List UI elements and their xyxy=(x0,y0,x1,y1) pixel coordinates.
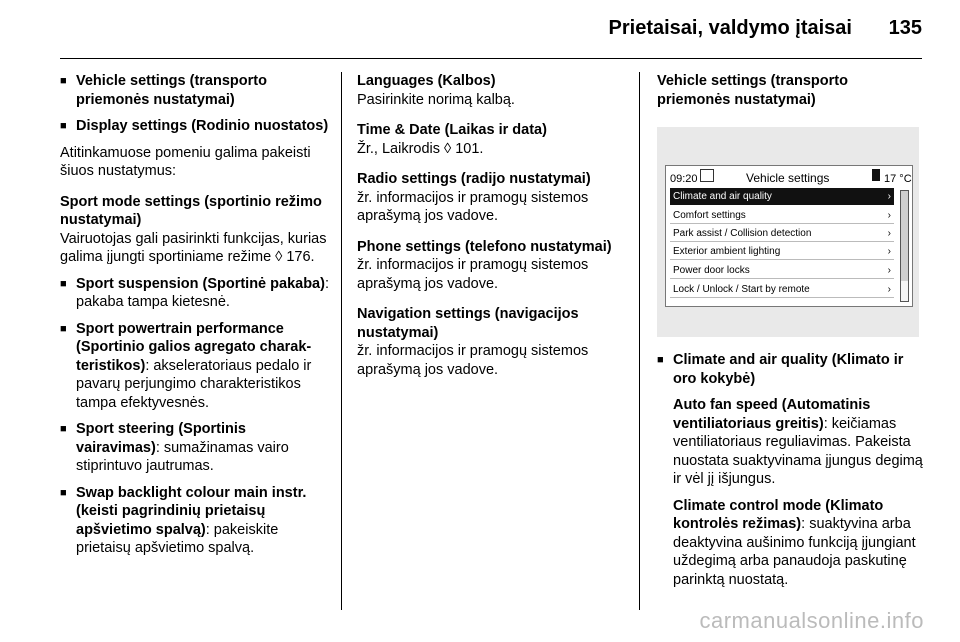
vehicle-settings-screen xyxy=(665,165,913,307)
column-right xyxy=(657,72,925,597)
chevron-right-icon: › xyxy=(887,265,891,276)
sub-paragraph: Auto fan speed (Automatinis ventiliatoriaus greitis): keičiamas ventiliatoriaus reguliavimas. Pakeista nuostata suaktyvinama įjungus degimą ir vėl jį išjungus. xyxy=(673,397,923,487)
section-heading: Navigation settings (navigacijos nustatymai) xyxy=(357,306,579,341)
chevron-right-icon: › xyxy=(887,191,891,202)
sport-heading: Sport mode settings (sportinio režimo nustatymai) xyxy=(60,193,322,228)
menu-item[interactable]: Exterior ambient lighting › xyxy=(670,243,894,260)
sport-text: Vairuotojas gali pasirinkti funkcijas, kurias galima įjungti sportiniame režime ◊ 176. xyxy=(60,230,327,265)
bullet-square-icon: ■ xyxy=(60,322,67,335)
section-heading: Radio settings (radijo nustatymai) xyxy=(357,171,591,187)
bullet-square-icon: ■ xyxy=(60,75,67,87)
display-screenshot xyxy=(657,127,919,337)
scrollbar-thumb[interactable] xyxy=(901,191,908,281)
section-text: žr. informacijos ir pramogų sistemos aprašymą jos vadove. xyxy=(357,189,589,224)
column-left xyxy=(60,72,332,566)
bullet-item: ■ Swap backlight colour main instr. (keisti pagrindinių prietaisų apšvietimo spalvą): pakeiskite prietaisų apšvietimo spalvą. xyxy=(60,484,307,556)
section-heading: Vehicle settings (transporto priemonės nustatymai) xyxy=(657,73,848,108)
chevron-right-icon: › xyxy=(887,210,891,221)
bullet-item: ■ Sport powertrain performance (Sportinio galios agregato charak-teristikos): akseleratoriaus pedalo ir pavarų perjungimo charakteristikos tampa efektyvesnės. xyxy=(60,320,312,411)
menu-item[interactable]: Park assist / Collision detection › xyxy=(670,225,894,242)
screen-title: Vehicle settings xyxy=(746,171,830,185)
section-text: Pasirinkite norimą kalbą. xyxy=(357,91,515,108)
page-header-title: Prietaisai, valdymo įtaisai xyxy=(608,17,852,39)
bullet-square-icon: ■ xyxy=(657,354,664,366)
section-text: Žr., Laikrodis ◊ 101. xyxy=(357,140,484,157)
chevron-right-icon: › xyxy=(887,228,891,239)
section-heading: Languages (Kalbos) xyxy=(357,73,496,89)
phone-icon xyxy=(872,169,880,181)
header-rule xyxy=(60,58,922,59)
menu-item[interactable]: Lock / Unlock / Start by remote › xyxy=(670,281,894,298)
section-heading: Phone settings (telefono nustatymai) xyxy=(357,238,612,255)
page-number: 135 xyxy=(888,17,922,39)
sub-paragraph: Climate control mode (Klimato kontrolės režimas): suaktyvina arba deaktyvina aušinimo funkciją įjungiant uždegimą arba panaudoja paskutinę parinktą nuostatą. xyxy=(673,497,916,588)
section-text: žr. informacijos ir pramogų sistemos aprašymą jos vadove. xyxy=(357,257,589,292)
section-text: žr. informacijos ir pramogų sistemos aprašymą jos vadove. xyxy=(357,343,589,378)
column-rule-1 xyxy=(341,72,342,610)
menu-item[interactable]: Power door locks › xyxy=(670,262,894,279)
bullet-square-icon: ■ xyxy=(60,120,67,132)
section-heading: Time & Date (Laikas ir data) xyxy=(357,122,547,138)
menu-item[interactable]: Climate and air quality › xyxy=(670,188,894,205)
bullet-item: ■ Sport suspension (Sportinė pakaba): pakaba tampa kietesnė. xyxy=(60,275,329,310)
bullet-square-icon: ■ xyxy=(60,423,67,435)
chevron-right-icon: › xyxy=(887,284,891,295)
bullet-item: ■ Climate and air quality (Klimato ir oro kokybė) xyxy=(657,352,904,387)
bullet-item: ■ Vehicle settings (transporto priemonės nustatymai) xyxy=(60,73,267,108)
bullet-square-icon: ■ xyxy=(60,277,67,290)
bullet-square-icon: ■ xyxy=(60,486,67,499)
screen-clock: 09:20 xyxy=(670,173,698,185)
menu-item[interactable]: Comfort settings › xyxy=(670,207,894,224)
message-icon xyxy=(700,169,714,182)
scrollbar[interactable] xyxy=(900,190,909,302)
column-middle xyxy=(357,72,622,391)
screen-temperature: 17 °C xyxy=(884,173,912,185)
bullet-item: ■ Sport steering (Sportinis vairavimas): sumažinamas vairo stiprintuvo jautrumas. xyxy=(60,421,289,474)
bullet-item: ■ Display settings (Rodinio nuostatos) xyxy=(60,118,329,134)
chevron-right-icon: › xyxy=(887,246,891,257)
watermark: carmanualsonline.info xyxy=(699,608,924,633)
intro-text: Atitinkamuose pomeniu galima pakeisti šiuos nustatymus: xyxy=(60,144,311,179)
column-rule-2 xyxy=(639,72,640,610)
